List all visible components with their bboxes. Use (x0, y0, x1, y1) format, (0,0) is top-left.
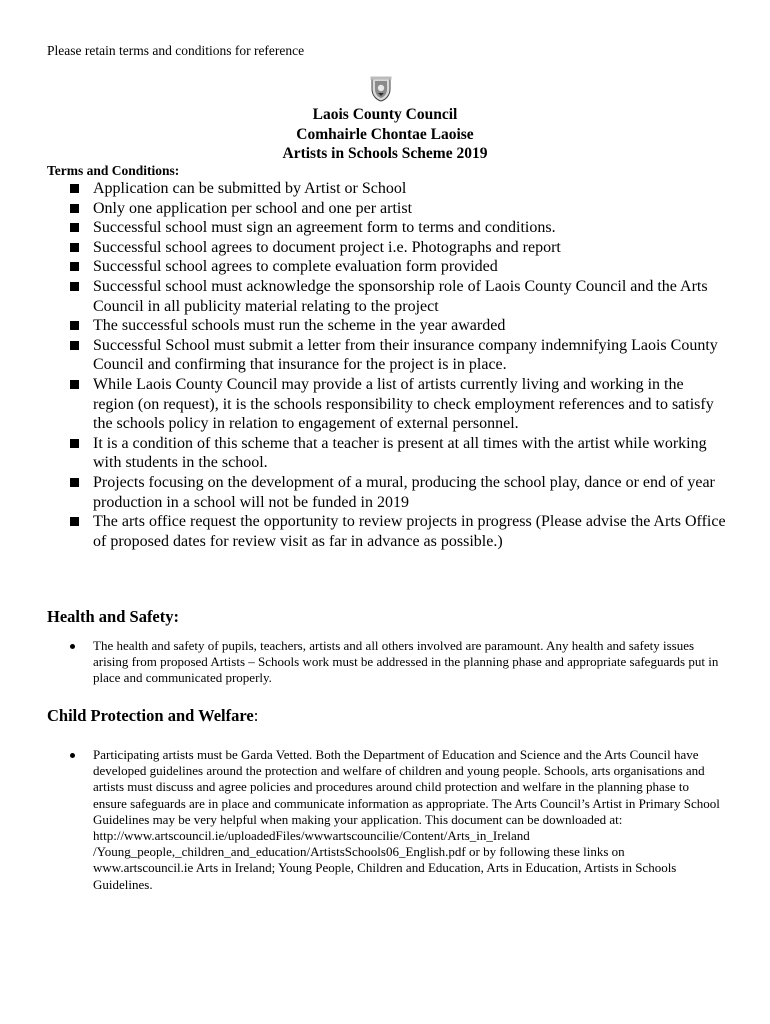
terms-item-text: Successful school must acknowledge the sponsorship role of Laois County Council and the Arts Council in all publicity material relating to the project (93, 277, 708, 315)
terms-heading: Terms and Conditions: (47, 163, 180, 178)
list-item (66, 257, 726, 277)
square-bullet-icon (70, 243, 79, 252)
document-title-block (0, 105, 770, 164)
list-item (66, 473, 726, 512)
terms-item-text: Successful school agrees to document project i.e. Photographs and report (93, 238, 561, 256)
council-name-irish: Comhairle Chontae Laoise (296, 125, 474, 143)
health-safety-heading: Health and Safety: (47, 607, 179, 626)
terms-item-text: Successful school agrees to complete evaluation form provided (93, 258, 498, 276)
list-item (66, 218, 726, 238)
list-item (66, 747, 726, 893)
list-item (66, 375, 726, 434)
list-item (66, 316, 726, 336)
list-item (66, 434, 726, 473)
square-bullet-icon (70, 184, 79, 193)
square-bullet-icon (70, 341, 79, 350)
list-item (66, 512, 726, 551)
terms-item-text: The arts office request the opportunity to review projects in progress (Please advise the Arts Office of proposed dates for review visit as far in advance as possible.) (93, 513, 726, 550)
list-item (66, 199, 726, 219)
square-bullet-icon (70, 262, 79, 271)
square-bullet-icon (70, 321, 79, 330)
terms-item-text: Successful School must submit a letter from their insurance company indemnifying Laois County Council and confirming that insurance for the project is in place. (93, 336, 718, 374)
terms-item-text: The successful schools must run the scheme in the year awarded (93, 317, 506, 335)
round-bullet-icon (70, 644, 75, 649)
square-bullet-icon (70, 204, 79, 213)
terms-item-text: Successful school must sign an agreement form to terms and conditions. (93, 219, 556, 237)
child-protection-text: Participating artists must be Garda Vetted. Both the Department of Education and Science and the Arts Council have developed guidelines around the protection and welfare of children and young people. Schools, arts organisations and artists must discuss and agree policies and procedures around child protection and welfare in the planning phase to ensure safeguards are in place and communicate information as appropriate. The Arts Council’s Artist in Primary School Guidelines may be very helpful when making your application. This document can be downloaded at: http://www.artscouncil.ie/uploadedFiles/wwwartscouncilie/Content/Arts_in_Ireland /Young_people,_children_and_education/ArtistsSchools06_English.pdf or by following these links on www.artscouncil.ie Arts in Ireland; Young People, Children and Education, Arts in Education, Artists in Schools Guidelines. (93, 747, 720, 892)
square-bullet-icon (70, 517, 79, 526)
round-bullet-icon (70, 753, 75, 758)
list-item (66, 336, 726, 375)
child-protection-heading-text: Child Protection and Welfare (47, 706, 254, 725)
list-item (66, 638, 726, 687)
child-protection-list (66, 747, 726, 893)
terms-item-text: While Laois County Council may provide a list of artists currently living and working in the region (on request), it is the schools responsibility to check employment references and to satisfy the schools policy in relation to engagement of external personnel. (93, 375, 714, 433)
child-protection-heading (47, 706, 258, 726)
child-protection-heading-colon: : (253, 706, 259, 725)
list-item (66, 238, 726, 258)
terms-item-text: Projects focusing on the development of a mural, producing the school play, dance or end of year production in a school will not be funded in 2019 (93, 473, 715, 511)
header-note: Please retain terms and conditions for reference (47, 43, 305, 58)
list-item (66, 277, 726, 316)
square-bullet-icon (70, 282, 79, 291)
terms-item-text: It is a condition of this scheme that a teacher is present at all times with the artist while working with students in the school. (93, 434, 707, 472)
council-name-english: Laois County Council (312, 106, 458, 123)
health-safety-text: The health and safety of pupils, teachers, artists and all others involved are paramount. Any health and safety issues arising from proposed Artists – Schools work must be addressed in the planning phase and appropriate safeguards put in place and communicated properly. (93, 638, 719, 686)
square-bullet-icon (70, 380, 79, 389)
terms-list (66, 179, 726, 551)
list-item (66, 179, 726, 199)
square-bullet-icon (70, 223, 79, 232)
square-bullet-icon (70, 478, 79, 487)
council-crest-icon (370, 76, 392, 102)
square-bullet-icon (70, 439, 79, 448)
scheme-title: Artists in Schools Scheme 2019 (282, 145, 488, 162)
health-safety-list (66, 638, 726, 687)
terms-item-text: Only one application per school and one per artist (93, 199, 413, 217)
terms-item-text: Application can be submitted by Artist or School (93, 180, 407, 197)
